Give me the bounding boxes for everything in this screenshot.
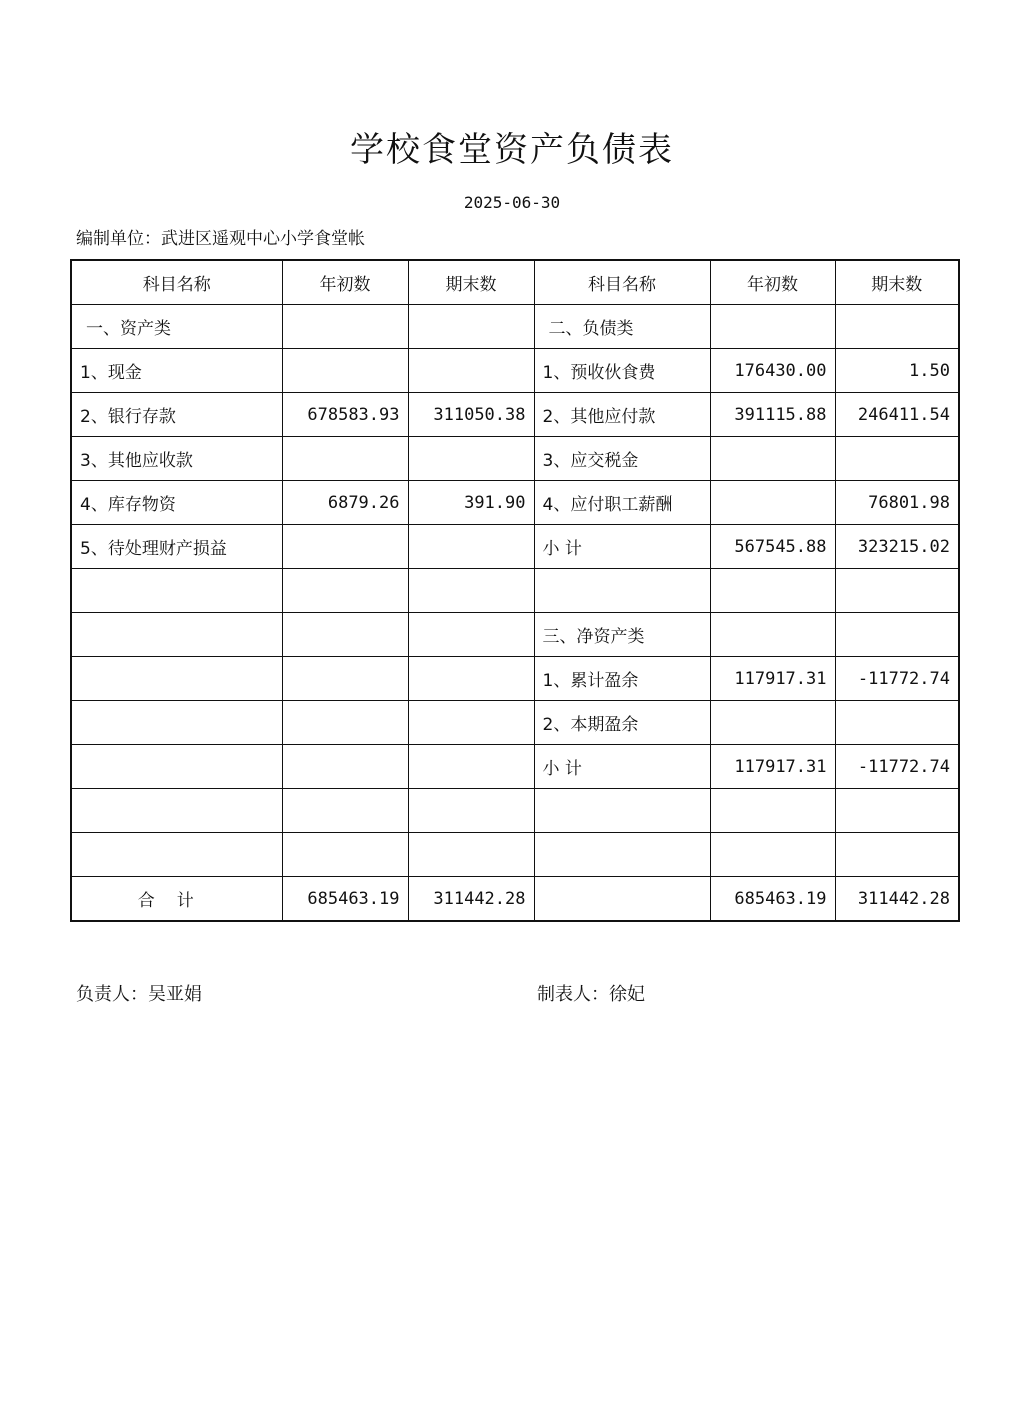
liability-subject [534, 569, 710, 613]
liability-closing [835, 437, 959, 481]
asset-closing [408, 833, 534, 877]
liability-opening: 117917.31 [710, 657, 835, 701]
asset-opening [282, 613, 408, 657]
asset-closing [408, 745, 534, 789]
liability-subject: 二、负债类 [534, 305, 710, 349]
asset-opening [282, 525, 408, 569]
report-date: 2025-06-30 [463, 193, 561, 212]
liability-closing: 1.50 [835, 349, 959, 393]
asset-opening [282, 437, 408, 481]
table-row [71, 833, 959, 877]
liability-opening: 176430.00 [710, 349, 835, 393]
liability-opening: 117917.31 [710, 745, 835, 789]
liability-subject: 1、累计盈余 [534, 657, 710, 701]
asset-opening [282, 701, 408, 745]
liability-closing [835, 789, 959, 833]
asset-opening: 678583.93 [282, 393, 408, 437]
table-row [71, 525, 959, 569]
asset-closing [408, 657, 534, 701]
table-row [71, 393, 959, 437]
liability-closing: 246411.54 [835, 393, 959, 437]
balance-sheet-table [70, 259, 960, 922]
preparer: 制表人：徐妃 [537, 984, 645, 1005]
table-row [71, 657, 959, 701]
liability-opening: 391115.88 [710, 393, 835, 437]
asset-closing [408, 569, 534, 613]
asset-subject: 4、库存物资 [71, 481, 282, 525]
header-subject-left: 科目名称 [71, 260, 282, 305]
asset-subject [71, 613, 282, 657]
liability-closing: -11772.74 [835, 745, 959, 789]
asset-subject: 一、资产类 [71, 305, 282, 349]
liability-closing [835, 613, 959, 657]
asset-subject [71, 701, 282, 745]
liability-subject: 4、应付职工薪酬 [534, 481, 710, 525]
table-row [71, 701, 959, 745]
liability-subject: 小 计 [534, 525, 710, 569]
liability-opening [710, 833, 835, 877]
page-title: 学校食堂资产负债表 [350, 130, 674, 170]
table-row [71, 305, 959, 349]
asset-opening [282, 657, 408, 701]
asset-subject [71, 569, 282, 613]
header-opening-left: 年初数 [282, 260, 408, 305]
liability-subject: 3、应交税金 [534, 437, 710, 481]
responsible-person: 负责人：吴亚娟 [76, 984, 202, 1005]
asset-opening [282, 569, 408, 613]
liability-opening [710, 481, 835, 525]
asset-opening [282, 305, 408, 349]
liability-opening [710, 437, 835, 481]
liability-opening [710, 789, 835, 833]
liability-closing [835, 305, 959, 349]
asset-subject [71, 833, 282, 877]
liability-opening [710, 569, 835, 613]
asset-closing [408, 305, 534, 349]
liability-subject [534, 833, 710, 877]
liability-opening [710, 701, 835, 745]
liability-subject [534, 789, 710, 833]
preparing-unit: 编制单位：武进区遥观中心小学食堂帐 [76, 229, 365, 249]
table-row [71, 789, 959, 833]
total-row [71, 877, 959, 922]
asset-subject: 3、其他应收款 [71, 437, 282, 481]
liability-closing [835, 701, 959, 745]
table-row [71, 437, 959, 481]
total-liability-opening: 685463.19 [710, 877, 835, 922]
liability-opening [710, 613, 835, 657]
asset-closing: 391.90 [408, 481, 534, 525]
asset-opening [282, 789, 408, 833]
table-row [71, 481, 959, 525]
liability-closing [835, 833, 959, 877]
total-asset-closing: 311442.28 [408, 877, 534, 922]
liability-subject: 2、其他应付款 [534, 393, 710, 437]
asset-opening [282, 833, 408, 877]
total-label: 合计 [71, 877, 282, 922]
asset-closing [408, 613, 534, 657]
asset-subject: 2、银行存款 [71, 393, 282, 437]
liability-subject: 2、本期盈余 [534, 701, 710, 745]
asset-subject: 1、现金 [71, 349, 282, 393]
header-opening-right: 年初数 [710, 260, 835, 305]
liability-closing: -11772.74 [835, 657, 959, 701]
liability-opening: 567545.88 [710, 525, 835, 569]
liability-subject: 1、预收伙食费 [534, 349, 710, 393]
asset-subject: 5、待处理财产损益 [71, 525, 282, 569]
asset-closing [408, 701, 534, 745]
table-row [71, 613, 959, 657]
asset-subject [71, 789, 282, 833]
asset-opening [282, 745, 408, 789]
asset-closing [408, 437, 534, 481]
total-liability-closing: 311442.28 [835, 877, 959, 922]
header-closing-left: 期末数 [408, 260, 534, 305]
liability-closing [835, 569, 959, 613]
table-row [71, 569, 959, 613]
table-header-row [71, 260, 959, 305]
liability-closing: 323215.02 [835, 525, 959, 569]
table-row [71, 349, 959, 393]
total-right-subject [534, 877, 710, 922]
liability-subject: 三、净资产类 [534, 613, 710, 657]
liability-opening [710, 305, 835, 349]
asset-closing [408, 525, 534, 569]
asset-closing: 311050.38 [408, 393, 534, 437]
header-subject-right: 科目名称 [534, 260, 710, 305]
asset-closing [408, 789, 534, 833]
asset-subject [71, 745, 282, 789]
header-closing-right: 期末数 [835, 260, 959, 305]
asset-opening: 6879.26 [282, 481, 408, 525]
liability-closing: 76801.98 [835, 481, 959, 525]
asset-closing [408, 349, 534, 393]
asset-subject [71, 657, 282, 701]
liability-subject: 小 计 [534, 745, 710, 789]
table-row [71, 745, 959, 789]
total-asset-opening: 685463.19 [282, 877, 408, 922]
asset-opening [282, 349, 408, 393]
